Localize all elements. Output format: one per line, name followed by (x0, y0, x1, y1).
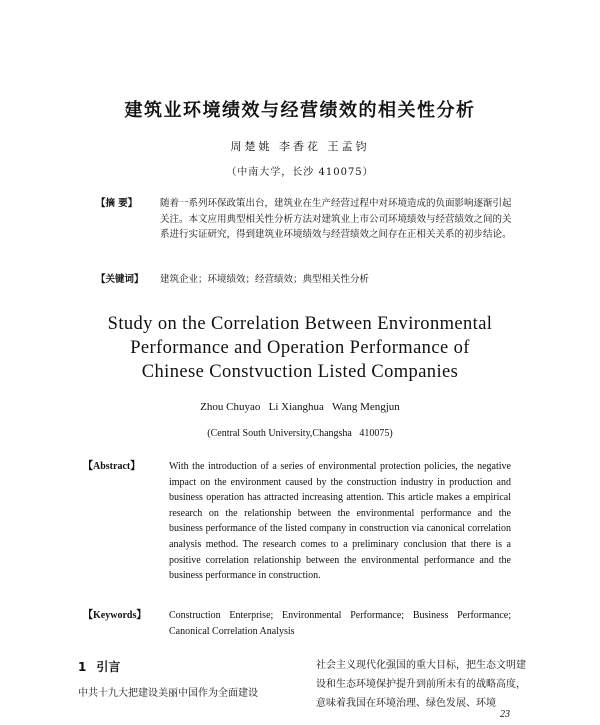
section-heading (78, 658, 120, 675)
en-abstract-text: With the introduction of a series of environmental protection policies, the negative impact on the environment caused by the construction industry in production and business operation has attracted increasing attention. This article makes a empirical research on the relationship between the environmental performance and the business performance of the listed company in construction via canonical correlation analysis method. The research comes to a preliminary conclusion that there is a positive correlation relationship between the environmental performance and the business performance in construction. (169, 461, 511, 582)
cn-abstract (96, 196, 516, 243)
en-keywords (83, 608, 511, 639)
body-text-left: 中共十九大把建设美丽中国作为全面建设 (78, 688, 258, 699)
section-number: 1 (78, 660, 87, 674)
en-title (0, 312, 600, 384)
cn-title: 建筑业环境绩效与经营绩效的相关性分析 (124, 100, 476, 121)
en-title-line: Performance and Operation Performance of (130, 338, 470, 358)
body-text-right: 社会主义现代化强国的重大目标，把生态文明建设和生态环境保护提升到前所未有的战略高度，意味着我国在环境治理、绿色发展、环境 (316, 660, 526, 709)
cn-abstract-label: 【摘 要】 (96, 198, 138, 209)
en-keywords-label: 【Keywords】 (83, 610, 147, 621)
en-abstract (83, 459, 511, 584)
cn-keywords (96, 272, 516, 288)
en-authors: Zhou Chuyao Li Xianghua Wang Mengjun (200, 401, 400, 413)
cn-keywords-label: 【关键词】 (96, 274, 144, 285)
en-title-line: Chinese Constvuction Listed Companies (141, 362, 459, 382)
page-number: 23 (500, 709, 510, 720)
en-keywords-text: Construction Enterprise; Environmental Performance; Business Performance; Canonical Correlation Analysis (169, 610, 511, 637)
en-title-line: Study on the Correlation Between Environmental (107, 314, 493, 334)
cn-abstract-text: 随着一系列环保政策出台，建筑业在生产经营过程中对环境造成的负面影响逐渐引起关注。本文应用典型相关性分析方法对建筑业上市公司环境绩效与经营绩效之间的关系进行实证研究，得到建筑业环境绩效与经营绩效之间存在正相关关系的初步结论。 (160, 198, 512, 240)
cn-authors: 周楚姚 李香花 王孟钧 (230, 140, 370, 153)
cn-keywords-text: 建筑企业；环境绩效；经营绩效；典型相关性分析 (160, 274, 370, 285)
cn-affiliation: （中南大学，长沙 410075） (226, 167, 374, 178)
en-abstract-label: 【Abstract】 (83, 461, 141, 472)
section-title: 引言 (96, 660, 121, 674)
en-affiliation: (Central South University,Changsha 410075) (207, 428, 393, 439)
